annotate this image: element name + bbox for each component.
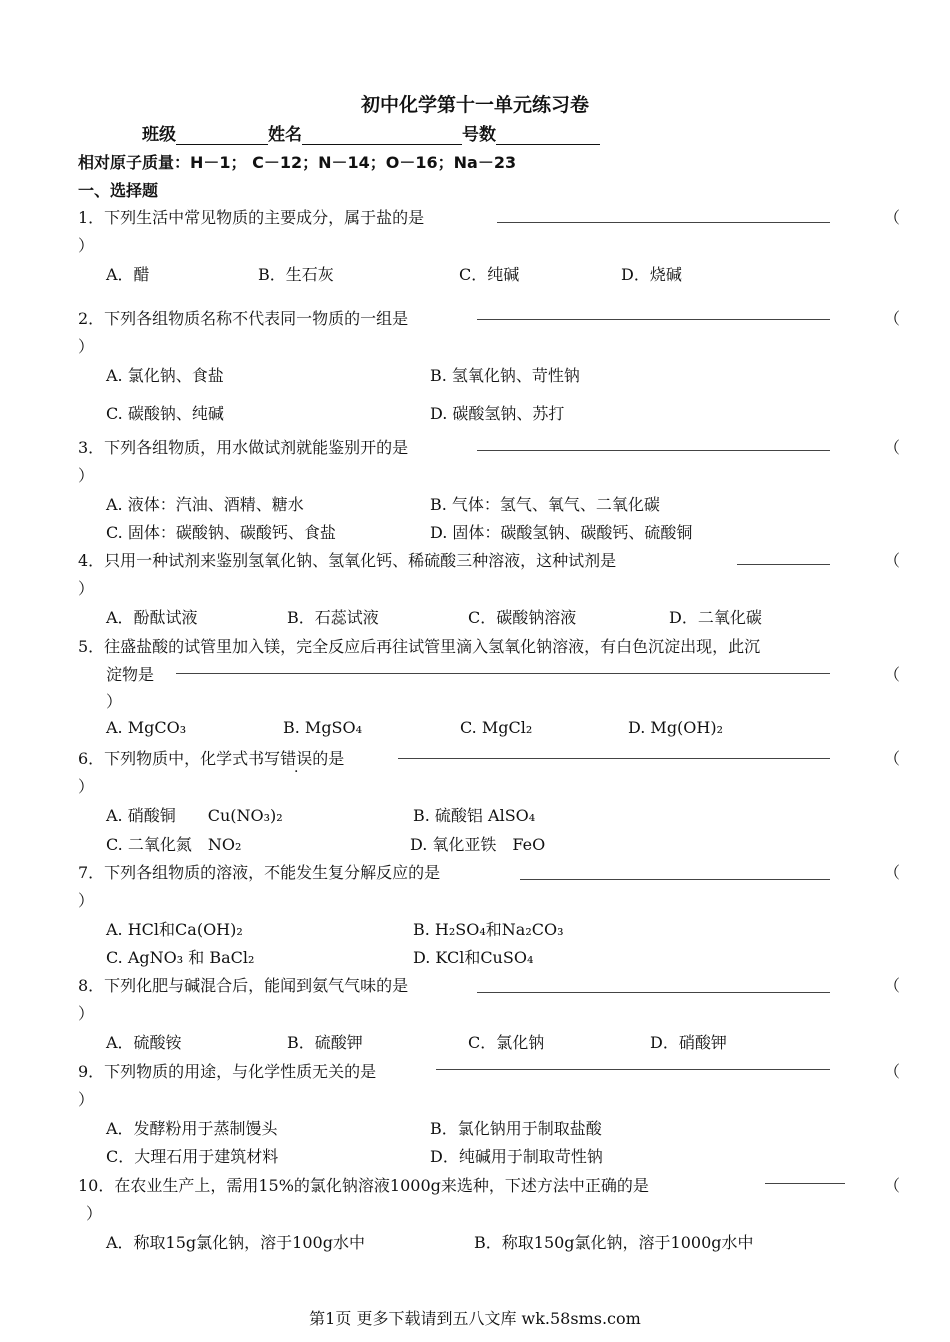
- paren-close: ）: [78, 579, 95, 598]
- question-5-option-b: B. MgSO₄: [283, 718, 363, 737]
- question-3-option-d: D. 固体：碳酸氢钠、碳酸钙、硫酸铜: [430, 523, 693, 542]
- paren-close: ）: [78, 1004, 95, 1023]
- name-label: 姓名: [268, 125, 302, 145]
- paren-close: ）: [78, 1090, 95, 1109]
- answer-line: [477, 992, 830, 993]
- paren-close: ）: [78, 466, 95, 485]
- question-7-option-a: A. HCl和Ca(OH)₂: [106, 920, 243, 939]
- question-1-option-a: A．醋: [106, 265, 150, 284]
- question-8-stem: 8．下列化肥与碱混合后，能闻到氨气气味的是: [78, 976, 409, 995]
- question-10-option-b: B．称取150g氯化钠，溶于1000g水中: [474, 1233, 754, 1252]
- question-9-option-a: A．发酵粉用于蒸制馒头: [106, 1119, 278, 1138]
- page-footer: 第1页 更多下载请到五八文库 wk.58sms.com: [309, 1309, 641, 1328]
- question-1-stem: 1．下列生活中常见物质的主要成分，属于盐的是: [78, 208, 425, 227]
- paren-close: ）: [78, 337, 95, 356]
- paren-close: ）: [86, 1204, 103, 1223]
- emphasized-text: 错误: [280, 749, 313, 768]
- question-1-option-b: B．生石灰: [258, 265, 334, 284]
- paren-open: （: [884, 1062, 901, 1081]
- question-8-option-c: C．氯化钠: [468, 1033, 545, 1052]
- question-4-option-d: D．二氧化碳: [669, 608, 762, 627]
- question-5-option-c: C. MgCl₂: [460, 718, 533, 737]
- question-1-option-c: C．纯碱: [459, 265, 520, 284]
- number-label: 号数: [462, 125, 496, 145]
- paren-close: ）: [78, 236, 95, 255]
- question-7-option-c: C. AgNO₃ 和 BaCl₂: [106, 948, 255, 967]
- question-8-option-d: D．硝酸钾: [650, 1033, 727, 1052]
- paren-open: （: [884, 438, 901, 457]
- question-6-stem: [78, 746, 344, 769]
- answer-line: [176, 673, 830, 674]
- question-2-option-b: B. 氢氧化钠、苛性钠: [430, 366, 580, 385]
- question-3-stem: 3．下列各组物质，用水做试剂就能鉴别开的是: [78, 438, 409, 457]
- question-8-option-a: A．硫酸铵: [106, 1033, 182, 1052]
- answer-line: [477, 319, 830, 320]
- paren-open: （: [884, 976, 901, 995]
- question-6-option-b: B. 硫酸铝 AlSO₄: [413, 806, 536, 825]
- paren-open: （: [884, 551, 901, 570]
- question-1-option-d: D．烧碱: [621, 265, 682, 284]
- answer-line: [497, 222, 830, 223]
- page-title: 初中化学第十一单元练习卷: [360, 94, 589, 116]
- question-7-option-d: D. KCl和CuSO₄: [413, 948, 534, 967]
- question-2-option-c: C. 碳酸钠、纯碱: [106, 404, 224, 423]
- paren-open: （: [884, 665, 901, 684]
- question-4-option-a: A．酚酞试液: [106, 608, 198, 627]
- class-label: 班级: [142, 125, 176, 145]
- question-6-stem-part2: 的是: [312, 749, 345, 768]
- question-2-option-d: D. 碳酸氢钠、苏打: [430, 404, 565, 423]
- atomic-masses: 相对原子质量：H－1； C－12；N－14；O－16；Na－23: [78, 153, 517, 172]
- paren-close: ）: [78, 777, 95, 796]
- paren-open: （: [884, 863, 901, 882]
- number-blank: [496, 126, 600, 145]
- class-blank: [176, 126, 268, 145]
- section-title: 一、选择题: [78, 181, 159, 200]
- question-7-stem: 7．下列各组物质的溶液，不能发生复分解反应的是: [78, 863, 441, 882]
- question-9-option-b: B．氯化钠用于制取盐酸: [430, 1119, 602, 1138]
- question-4-stem: 4．只用一种试剂来鉴别氢氧化钠、氢氧化钙、稀硫酸三种溶液，这种试剂是: [78, 551, 617, 570]
- question-3-option-c: C. 固体：碳酸钠、碳酸钙、食盐: [106, 523, 336, 542]
- answer-line: [477, 450, 830, 451]
- question-2-stem: 2．下列各组物质名称不代表同一物质的一组是: [78, 309, 409, 328]
- paren-close: ）: [106, 692, 123, 711]
- question-5-stem-continued: 淀物是: [106, 665, 155, 684]
- answer-line: [436, 1069, 830, 1070]
- answer-line: [398, 758, 830, 759]
- question-6-stem-part1: 6．下列物质中，化学式书写: [78, 749, 281, 768]
- question-10-option-a: A．称取15g氯化钠，溶于100g水中: [106, 1233, 365, 1252]
- question-2-option-a: A. 氯化钠、食盐: [106, 366, 224, 385]
- paren-open: （: [884, 208, 901, 227]
- student-info-header: [142, 120, 600, 145]
- answer-line: [520, 879, 830, 880]
- question-8-option-b: B．硫酸钾: [287, 1033, 363, 1052]
- question-4-option-b: B．石蕊试液: [287, 608, 379, 627]
- question-5-option-d: D. Mg(OH)₂: [628, 718, 724, 737]
- question-5-option-a: A. MgCO₃: [106, 718, 187, 737]
- answer-line: [765, 1183, 845, 1184]
- question-4-option-c: C．碳酸钠溶液: [468, 608, 577, 627]
- paren-close: ）: [78, 891, 95, 910]
- paren-open: （: [884, 749, 901, 768]
- question-6-option-a: A. 硝酸铜 Cu(NO₃)₂: [106, 806, 283, 825]
- question-3-option-a: A. 液体：汽油、酒精、糖水: [106, 495, 304, 514]
- question-7-option-b: B. H₂SO₄和Na₂CO₃: [413, 920, 564, 939]
- question-3-option-b: B. 气体：氢气、氧气、二氧化碳: [430, 495, 660, 514]
- answer-line: [737, 564, 830, 565]
- paren-open: （: [884, 1176, 901, 1195]
- name-blank: [302, 126, 462, 145]
- question-10-stem: 10．在农业生产上，需用15%的氯化钠溶液1000g来选种，下述方法中正确的是: [78, 1176, 649, 1195]
- question-9-option-d: D．纯碱用于制取苛性钠: [430, 1147, 603, 1166]
- question-6-option-d: D. 氧化亚铁 FeO: [410, 835, 546, 854]
- question-9-option-c: C．大理石用于建筑材料: [106, 1147, 279, 1166]
- paren-open: （: [884, 309, 901, 328]
- question-6-option-c: C. 二氧化氮 NO₂: [106, 835, 242, 854]
- question-5-stem: 5．往盛盐酸的试管里加入镁，完全反应后再往试管里滴入氢氧化钠溶液，有白色沉淀出现，此沉: [78, 637, 761, 656]
- question-9-stem: 9．下列物质的用途，与化学性质无关的是: [78, 1062, 377, 1081]
